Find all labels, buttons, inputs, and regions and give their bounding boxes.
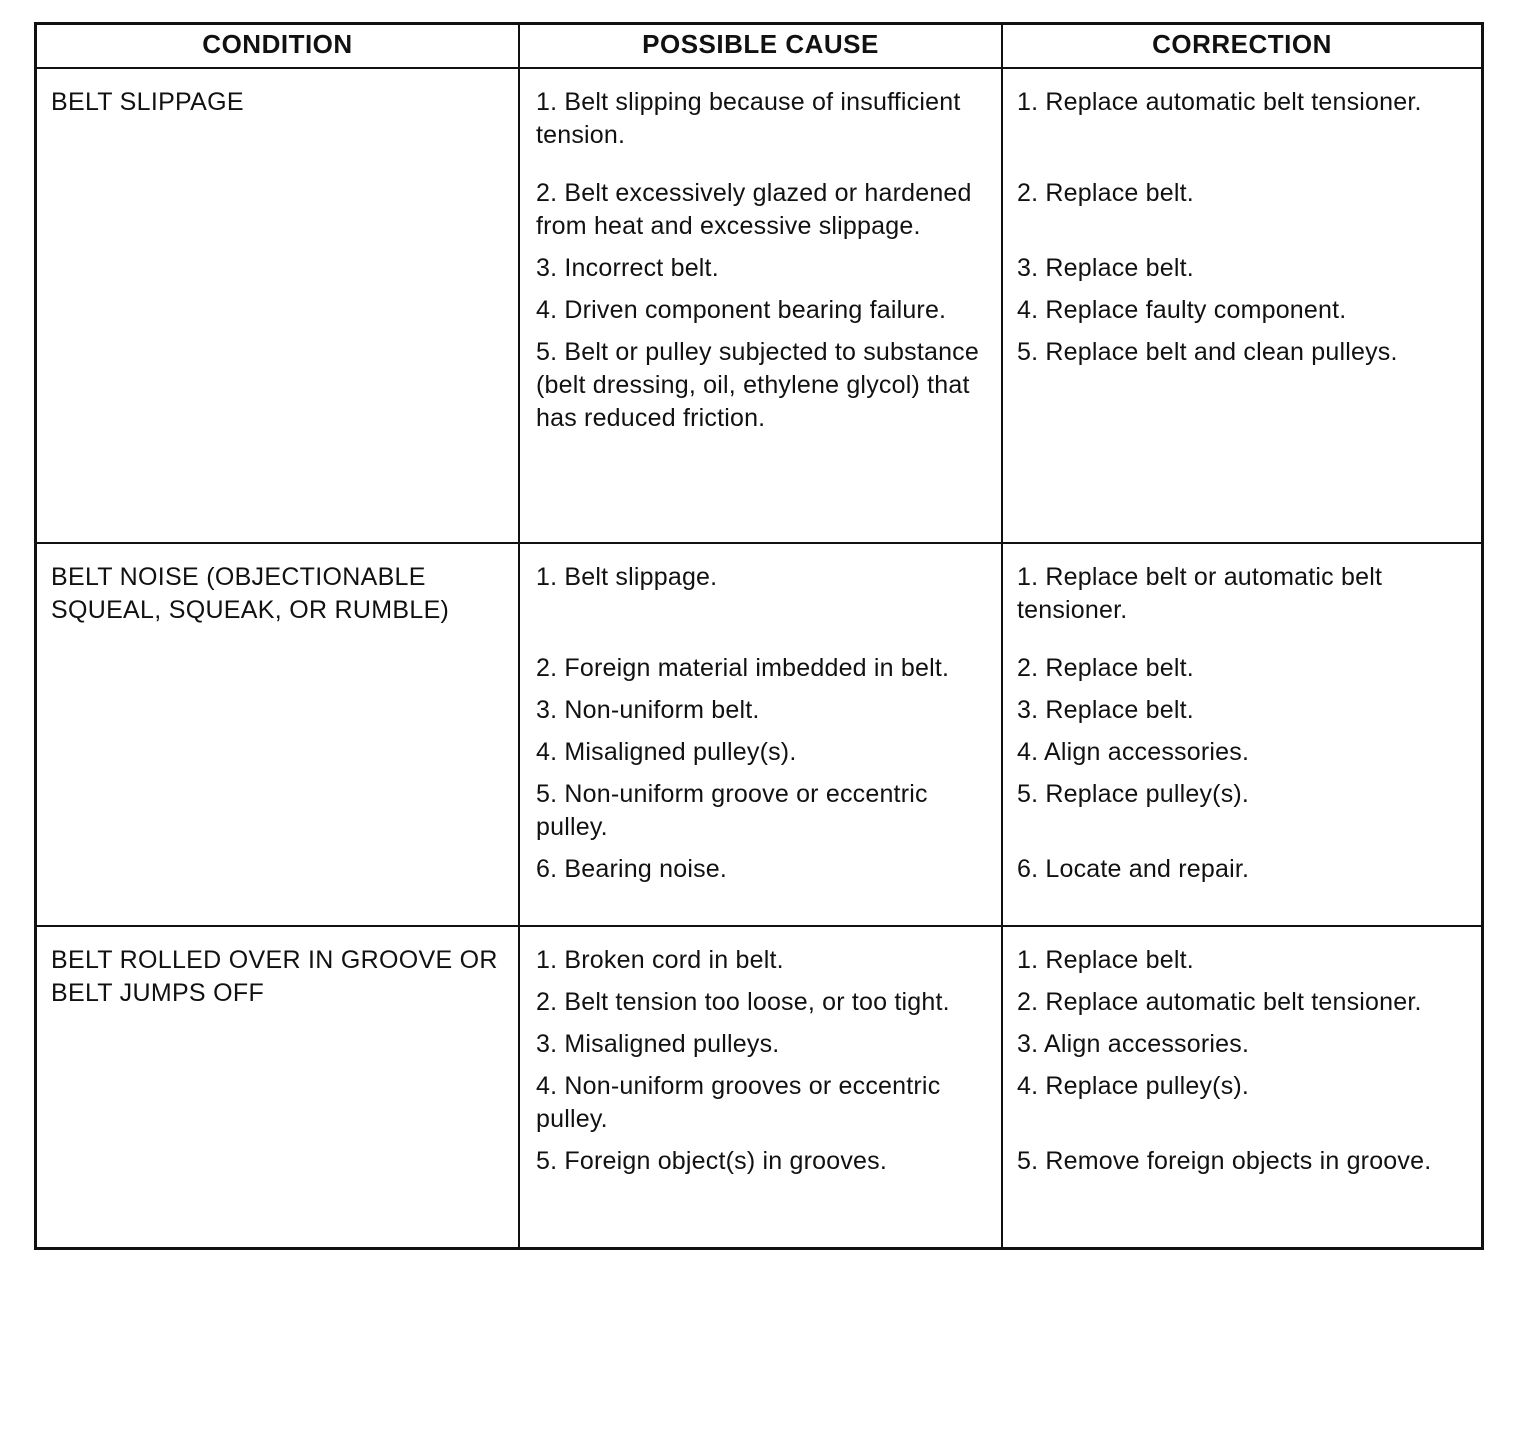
cause-cell: 1. Broken cord in belt. <box>536 946 784 974</box>
correction-cell: 2. Replace belt. <box>1017 179 1194 207</box>
correction-cell: 2. Replace belt. <box>1017 654 1194 682</box>
correction-cell: 4. Replace faulty component. <box>1017 296 1347 324</box>
correction-cell: 5. Replace pulley(s). <box>1017 780 1250 808</box>
header-condition: CONDITION <box>37 25 520 67</box>
correction-cell: 1. Replace belt or automatic belt tensioner. <box>1017 563 1383 624</box>
cause-cell: 2. Foreign material imbedded in belt. <box>536 654 950 682</box>
cause-cell: 4. Driven component bearing failure. <box>536 296 947 324</box>
cause-cell: 2. Belt excessively glazed or hardened from heat and excessive slippage. <box>536 179 972 240</box>
condition-group-belt-noise <box>37 542 1481 925</box>
correction-cell: 1. Replace automatic belt tensioner. <box>1017 88 1422 116</box>
cause-cell: 3. Misaligned pulleys. <box>536 1030 780 1058</box>
cause-cell: 5. Non-uniform groove or eccentric pulley. <box>536 780 928 841</box>
cause-cell: 5. Belt or pulley subjected to substance (belt dressing, oil, ethylene glycol) that has reduced friction. <box>536 338 979 432</box>
condition-group-belt-rolled-over <box>37 925 1481 1247</box>
correction-cell: 4. Replace pulley(s). <box>1017 1072 1250 1100</box>
condition-group-belt-slippage <box>37 69 1481 542</box>
condition-cell: BELT SLIPPAGE <box>37 69 520 542</box>
correction-cell: 4. Align accessories. <box>1017 738 1250 766</box>
cause-cell: 2. Belt tension too loose, or too tight. <box>536 988 950 1016</box>
cause-cell: 5. Foreign object(s) in grooves. <box>536 1147 888 1175</box>
cause-cell: 4. Misaligned pulley(s). <box>536 738 797 766</box>
correction-cell: 1. Replace belt. <box>1017 946 1194 974</box>
correction-cell: 5. Remove foreign objects in groove. <box>1017 1147 1432 1175</box>
header-possible-cause: POSSIBLE CAUSE <box>520 25 1003 67</box>
table-header <box>37 25 1481 69</box>
cause-cell: 1. Belt slippage. <box>536 563 718 591</box>
condition-cell: BELT ROLLED OVER IN GROOVE OR BELT JUMPS OFF <box>37 927 520 1247</box>
cause-cell: 1. Belt slipping because of insufficient tension. <box>536 88 961 149</box>
correction-cell: 2. Replace automatic belt tensioner. <box>1017 988 1422 1016</box>
correction-cell: 6. Locate and repair. <box>1017 855 1250 883</box>
condition-cell: BELT NOISE (OBJECTIONABLE SQUEAL, SQUEAK, OR RUMBLE) <box>37 544 520 925</box>
diagnosis-table <box>34 22 1484 1250</box>
correction-cell: 5. Replace belt and clean pulleys. <box>1017 338 1398 366</box>
correction-cell: 3. Align accessories. <box>1017 1030 1250 1058</box>
cause-cell: 6. Bearing noise. <box>536 855 728 883</box>
correction-cell: 3. Replace belt. <box>1017 696 1194 724</box>
cause-cell: 3. Incorrect belt. <box>536 254 719 282</box>
cause-cell: 4. Non-uniform grooves or eccentric pulley. <box>536 1072 941 1133</box>
correction-cell: 3. Replace belt. <box>1017 254 1194 282</box>
header-correction: CORRECTION <box>1152 29 1332 59</box>
cause-cell: 3. Non-uniform belt. <box>536 696 760 724</box>
